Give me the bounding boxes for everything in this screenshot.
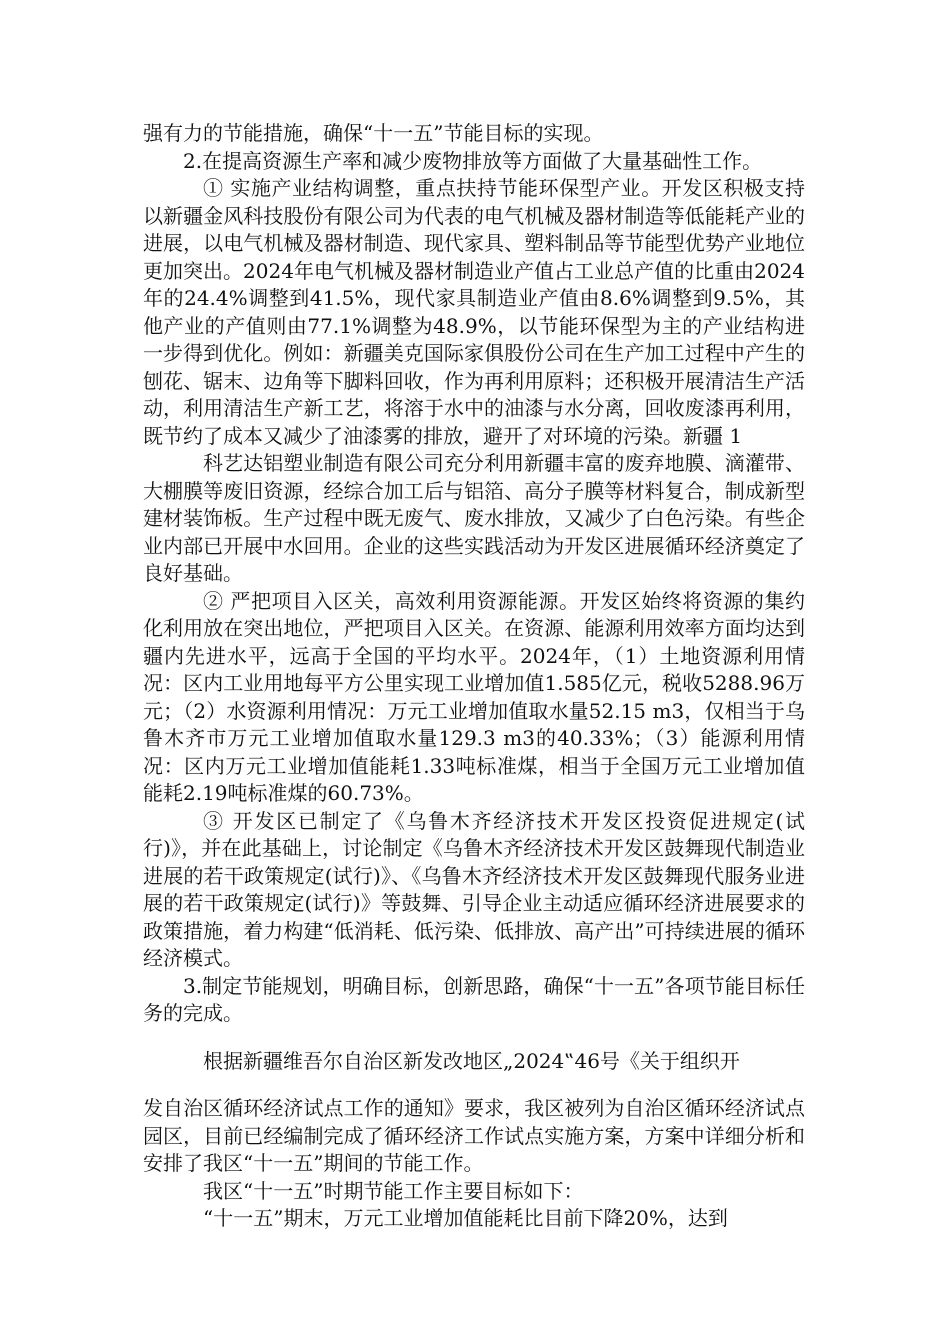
paragraph-item-1: ① 实施产业结构调整，重点扶持节能环保型产业。开发区积极支持以新疆金风科技股份有限公司为代表的电气机械及器材制造等低能耗产业的进展，以电气机械及器材制造、现代家具、塑料制品等节能型优势产业地位更加突出。2024年电气机械及器材制造业产值占工业总产值的比重由2024年的24.4%调整到41.5%，现代家具制造业产值由8.6%调整到9.5%，其他产业的产值则由77.1%调整为48.9%，以节能环保型为主的产业结构进一步得到优化。例如：新疆美克国际家俱股份公司在生产加工过程中产生的刨花、锯末、边角等下脚料回收，作为再利用原料；还积极开展清洁生产活动，利用清洁生产新工艺，将溶于水中的油漆与水分离，回收废漆再利用，既节约了成本又减少了油漆雾的排放，避开了对环境的污染。新疆 1	[143, 176, 805, 448]
paragraph-notice-line: 根据新疆维吾尔自治区新发改地区„2024‟46号《关于组织开	[203, 1048, 740, 1073]
paragraph-keyida: 科艺达铝塑业制造有限公司充分利用新疆丰富的废弃地膜、滴灌带、大棚膜等废旧资源，经综合加工后与铝箔、高分子膜等材料复合，制成新型建材装饰板。生产过程中既无废气、废水排放，又减少了白色污染。有些企业内部已开展中水回用。企业的这些实践活动为开发区进展循环经济奠定了良好基础。	[143, 451, 805, 585]
paragraph-item-3: ③ 开发区已制定了《乌鲁木齐经济技术开发区投资促进规定(试行)》，并在此基础上，讨论制定《乌鲁木齐经济技术开发区鼓舞现代制造业进展的若干政策规定(试行)》、《乌鲁木齐经济技术开发区鼓舞现代服务业进展的若干政策规定(试行)》等鼓舞、引导企业主动适应循环经济进展要求的政策措施，着力构建“低消耗、低污染、低排放、高产出”可持续进展的循环经济模式。	[143, 808, 805, 970]
paragraph-goals-intro: 我区“十一五”时期节能工作主要目标如下：	[203, 1178, 584, 1203]
paragraph-item-2: ② 严把项目入区关，高效利用资源能源。开发区始终将资源的集约化利用放在突出地位，严把项目入区关。在资源、能源利用效率方面均达到疆内先进水平，远高于全国的平均水平。2024年，（1）土地资源利用情况：区内工业用地每平方公里实现工业增加值1.585亿元，税收5288.96万元；（2）水资源利用情况：万元工业增加值取水量52.15 m3，仅相当于乌鲁木齐市万元工业增加值取水量129.3 m3的40.33%；（3）能源利用情况：区内万元工业增加值能耗1.33吨标准煤，相当于全国万元工业增加值能耗2.19吨标准煤的60.73%。	[143, 588, 805, 805]
document-body	[143, 120, 805, 1233]
paragraph-section-3: 3.制定节能规划，明确目标，创新思路，确保“十一五”各项节能目标任务的完成。	[143, 973, 805, 1025]
paragraph-notice-cont: 发自治区循环经济试点工作的通知》要求，我区被列为自治区循环经济试点园区，目前已经编制完成了循环经济工作试点实施方案，方案中详细分析和安排了我区“十一五”期间的节能工作。	[143, 1096, 805, 1175]
paragraph-continuation: 强有力的节能措施，确保“十一五”节能目标的实现。	[143, 121, 604, 145]
paragraph-section-2: 2.在提高资源生产率和减少废物排放等方面做了大量基础性工作。	[183, 148, 763, 173]
paragraph-goals-first: “十一五”期末，万元工业增加值能耗比目前下降20%，达到	[203, 1206, 728, 1230]
